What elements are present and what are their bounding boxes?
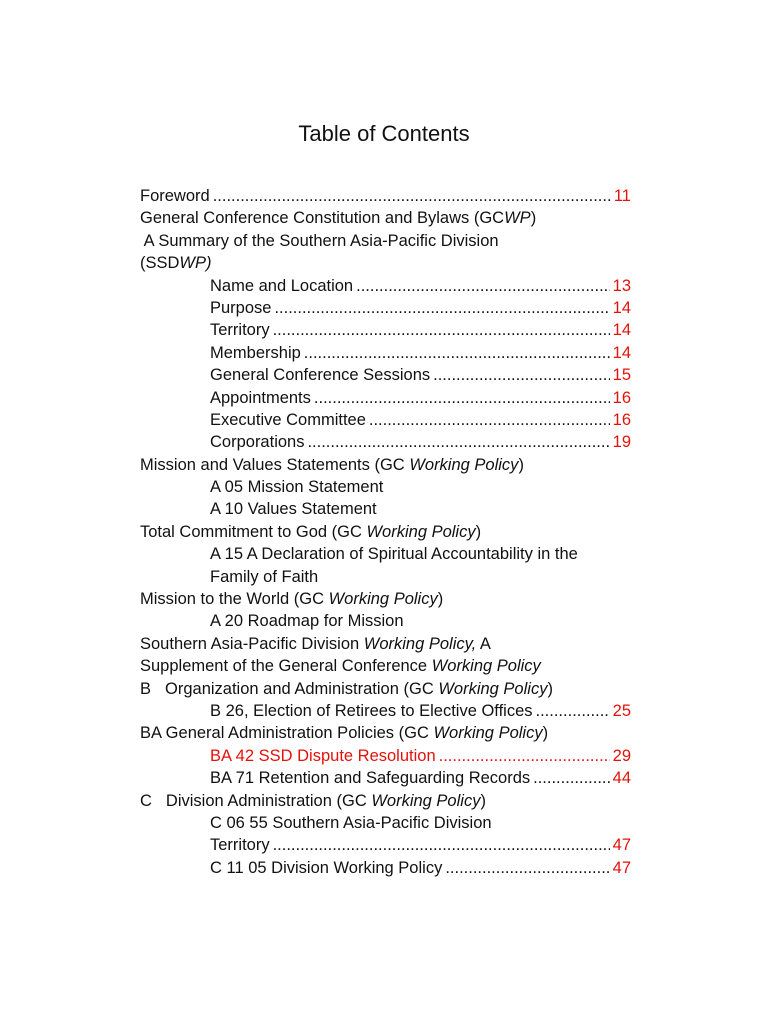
- toc-entry-a10[interactable]: [140, 498, 652, 520]
- page-number: 16: [612, 410, 631, 429]
- page-number: 16: [612, 388, 631, 407]
- toc-entry-ba71[interactable]: [140, 767, 652, 789]
- page-number: 44: [612, 769, 631, 788]
- toc-entry-name-location[interactable]: [140, 275, 652, 297]
- heading-text: Southern Asia-Pacific Division: [140, 634, 364, 653]
- heading-text: A Summary of the Southern Asia-Pacific Division: [140, 231, 499, 250]
- toc-entry-executive-committee[interactable]: [140, 409, 652, 431]
- page-number: 14: [612, 343, 631, 362]
- heading-italic: WP): [179, 254, 212, 273]
- section-letter: C: [140, 791, 152, 810]
- toc-heading-summary-line2[interactable]: [140, 252, 652, 274]
- toc-entry-label: Name and Location: [210, 276, 354, 295]
- heading-tail: ): [475, 522, 482, 541]
- leader-dots: [273, 319, 610, 341]
- leader-dots: [304, 342, 610, 364]
- toc-entry-c1105[interactable]: [140, 857, 652, 879]
- heading-text: Total Commitment to God (GC: [140, 522, 367, 541]
- toc-entry-label: C 11 05 Division Working Policy: [210, 858, 443, 877]
- toc-entry-label: A 05 Mission Statement: [210, 478, 384, 497]
- toc-heading-total-commitment[interactable]: [140, 521, 652, 543]
- page-number: 47: [612, 836, 631, 855]
- toc-entry-label: B 26, Election of Retirees to Elective Offices: [210, 701, 533, 720]
- heading-text: Mission to the World (GC: [140, 590, 329, 609]
- heading-text: Division Administration (GC: [165, 791, 372, 810]
- heading-tail: ): [480, 791, 486, 810]
- toc-heading-section-ba[interactable]: [140, 722, 652, 744]
- heading-tail: ): [542, 724, 549, 743]
- heading-italic: Working Policy: [433, 724, 543, 743]
- toc-entry-label: Family of Faith: [210, 567, 319, 586]
- toc-entry-corporations[interactable]: [140, 431, 652, 453]
- page-number: 29: [612, 746, 631, 765]
- toc-entry-c0655-territory[interactable]: [140, 834, 652, 856]
- leader-dots: [439, 745, 610, 767]
- leader-dots: [274, 297, 609, 319]
- toc-entry-a20[interactable]: [140, 610, 652, 632]
- heading-italic: Working Policy: [431, 657, 541, 676]
- heading-text: Mission and Values Statements (GC: [140, 455, 410, 474]
- heading-text: BA General Administration Policies (GC: [140, 724, 434, 743]
- toc-heading-mission-world[interactable]: [140, 588, 652, 610]
- page-number: 15: [612, 366, 631, 385]
- toc-entry-label: Purpose: [210, 298, 272, 317]
- toc-heading-ssd-policy-line1[interactable]: [140, 633, 652, 655]
- toc-heading-summary-line1[interactable]: [140, 230, 652, 252]
- leader-dots: [536, 700, 610, 722]
- toc-entry-label: C 06 55 Southern Asia-Pacific Division: [210, 813, 492, 832]
- toc-heading-mission-values[interactable]: [140, 454, 652, 476]
- toc-entry-label: BA 42 SSD Dispute Resolution: [210, 746, 436, 765]
- leader-dots: [213, 185, 611, 207]
- toc-heading-ssd-policy-line2[interactable]: [140, 655, 652, 677]
- heading-italic: Working Policy: [328, 590, 438, 609]
- toc-entry-label: A 15 A Declaration of Spiritual Accountability in the: [210, 545, 578, 564]
- toc-entry-territory[interactable]: [140, 319, 652, 341]
- leader-dots: [533, 767, 610, 789]
- toc-entry-a05[interactable]: [140, 476, 652, 498]
- toc-entry-membership[interactable]: [140, 342, 652, 364]
- heading-tail: ): [547, 679, 553, 698]
- heading-italic: Working Policy,: [363, 634, 477, 653]
- page-number: 25: [612, 701, 631, 720]
- toc-entry-label: Appointments: [210, 388, 311, 407]
- leader-dots: [369, 409, 610, 431]
- toc-entry-label: General Conference Sessions: [210, 366, 431, 385]
- toc-entry-appointments[interactable]: [140, 387, 652, 409]
- heading-tail: A: [476, 634, 491, 653]
- heading-tail: ): [437, 590, 444, 609]
- section-letter: B: [140, 679, 152, 698]
- leader-dots: [445, 857, 609, 879]
- leader-dots: [314, 387, 610, 409]
- page-number: 14: [612, 321, 631, 340]
- leader-dots: [273, 834, 610, 856]
- toc-entry-label: Corporations: [210, 433, 305, 452]
- toc-entry-a15-line1[interactable]: [140, 543, 652, 565]
- heading-italic: Working Policy: [366, 522, 476, 541]
- toc-entry-foreword[interactable]: [140, 185, 652, 207]
- page-title: Table of Contents: [298, 121, 470, 146]
- toc-entry-label: Executive Committee: [210, 410, 366, 429]
- heading-text: General Conference Constitution and Bylaws (GC: [140, 209, 505, 228]
- heading-italic: Working Policy: [409, 455, 519, 474]
- page-number: 11: [613, 187, 631, 205]
- leader-dots: [307, 431, 609, 453]
- toc-entry-gc-sessions[interactable]: [140, 364, 652, 386]
- toc-entry-label: Foreword: [140, 187, 210, 205]
- leader-dots: [433, 364, 610, 386]
- heading-text: Organization and Administration (GC: [165, 679, 439, 698]
- toc-entry-label: Membership: [210, 343, 301, 362]
- toc-entry-label: Territory: [210, 836, 270, 855]
- toc-entry-b26[interactable]: [140, 700, 652, 722]
- toc-entry-purpose[interactable]: [140, 297, 652, 319]
- page-number: 14: [612, 298, 631, 317]
- page-number: 13: [612, 276, 631, 295]
- heading-italic: Working Policy: [371, 791, 481, 810]
- toc-heading-gc-constitution[interactable]: [140, 207, 652, 229]
- heading-italic: Working Policy: [438, 679, 548, 698]
- heading-text: (SSD: [140, 254, 180, 273]
- leader-dots: [356, 275, 610, 297]
- toc-entry-c0655-line1[interactable]: [140, 812, 652, 834]
- toc-entry-label: A 10 Values Statement: [210, 500, 377, 519]
- heading-tail: ): [530, 209, 537, 228]
- toc-entry-label: Territory: [210, 321, 270, 340]
- page-number: 19: [612, 433, 631, 452]
- toc-entry-label: A 20 Roadmap for Mission: [210, 612, 404, 631]
- heading-tail: ): [518, 455, 524, 474]
- toc-heading-section-b[interactable]: [140, 678, 652, 700]
- heading-italic: WP: [504, 209, 531, 228]
- toc-entry-label: BA 71 Retention and Safeguarding Records: [210, 769, 531, 788]
- toc-entry-ba42[interactable]: [140, 745, 652, 767]
- page-number: 47: [612, 858, 631, 877]
- table-of-contents: [140, 185, 652, 879]
- heading-text: Supplement of the General Conference: [140, 657, 432, 676]
- toc-heading-section-c[interactable]: [140, 790, 652, 812]
- toc-entry-a15-line2[interactable]: [140, 566, 652, 588]
